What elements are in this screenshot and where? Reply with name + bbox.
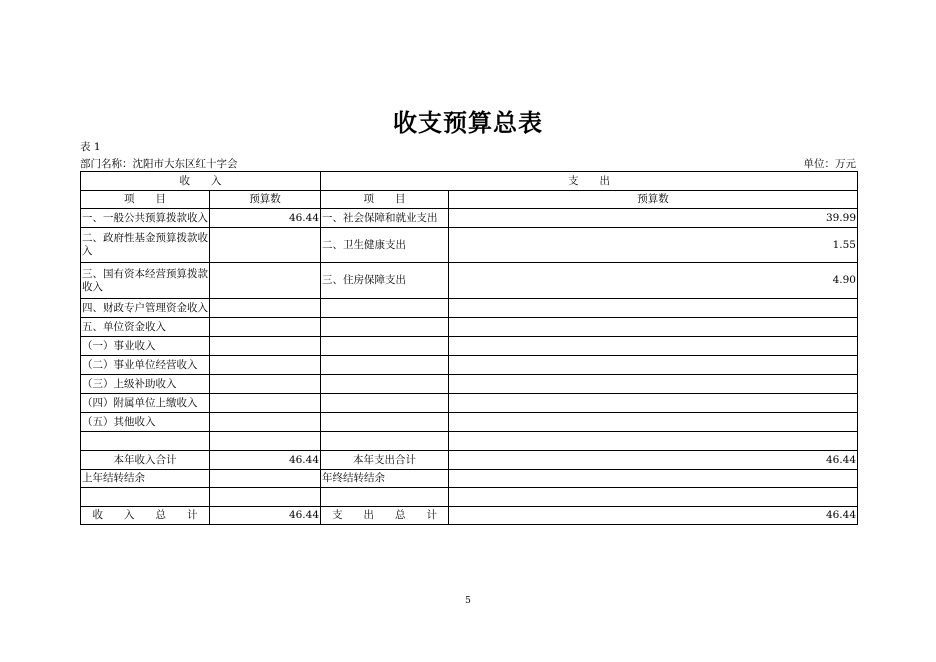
blank-cell	[81, 488, 210, 507]
table-subheader-row	[81, 191, 858, 209]
expense-item-cell: 二、卫生健康支出	[321, 228, 449, 263]
income-value-cell: 46.44	[210, 209, 321, 228]
expense-value-cell	[449, 318, 858, 337]
year-total-row	[81, 451, 858, 470]
expense-item-cell	[321, 356, 449, 375]
expense-item-cell: 一、社会保障和就业支出	[321, 209, 449, 228]
table-row	[81, 228, 858, 263]
income-value-cell	[210, 337, 321, 356]
expense-item-cell	[321, 432, 449, 451]
prior-year-carry-value	[210, 470, 321, 488]
income-item-cell: （二）事业单位经营收入	[81, 356, 210, 375]
income-item-cell: 五、单位资金收入	[81, 318, 210, 337]
blank-cell	[449, 488, 858, 507]
year-income-total-label: 本年收入合计	[81, 451, 210, 470]
income-value-cell	[210, 228, 321, 263]
income-item-cell: 四、财政专户管理资金收入	[81, 299, 210, 318]
income-item-cell: 三、国有资本经营预算拨款收入	[81, 263, 210, 299]
expense-item-cell	[321, 394, 449, 413]
expense-item-cell	[321, 375, 449, 394]
expense-value-cell: 39.99	[449, 209, 858, 228]
unit-label: 单位：万元	[803, 158, 856, 170]
expense-item-cell	[321, 413, 449, 432]
income-item-cell: 一、一般公共预算拨款收入	[81, 209, 210, 228]
expense-budget-header: 预算数	[449, 191, 858, 209]
income-header: 收 入	[81, 172, 321, 191]
income-item-cell	[81, 432, 210, 451]
income-item-cell: 二、政府性基金预算拨款收入	[81, 228, 210, 263]
table-row	[81, 356, 858, 375]
table-row	[81, 394, 858, 413]
prior-year-carry-label: 上年结转结余	[81, 470, 210, 488]
table-row	[81, 413, 858, 432]
year-expense-total-label: 本年支出合计	[321, 451, 449, 470]
year-end-carry-label: 年终结转结余	[321, 470, 449, 488]
table-row	[81, 432, 858, 451]
expense-value-cell	[449, 299, 858, 318]
grand-total-row	[81, 507, 858, 525]
income-item-cell: （五）其他收入	[81, 413, 210, 432]
income-budget-header: 预算数	[210, 191, 321, 209]
income-value-cell	[210, 318, 321, 337]
expense-value-cell	[449, 337, 858, 356]
expense-value-cell	[449, 356, 858, 375]
income-value-cell	[210, 299, 321, 318]
blank-cell	[321, 488, 449, 507]
expense-value-cell	[449, 413, 858, 432]
income-grand-total-value: 46.44	[210, 507, 321, 525]
year-expense-total-value: 46.44	[449, 451, 858, 470]
blank-row	[81, 488, 858, 507]
income-value-cell	[210, 432, 321, 451]
income-grand-total-label: 收 入 总 计	[81, 507, 210, 525]
expense-grand-total-label: 支 出 总 计	[321, 507, 449, 525]
table-number: 表 1	[80, 141, 101, 153]
expense-item-cell	[321, 318, 449, 337]
table-row	[81, 375, 858, 394]
expense-item-cell	[321, 299, 449, 318]
expense-value-cell: 4.90	[449, 263, 858, 299]
income-value-cell	[210, 263, 321, 299]
table-row	[81, 318, 858, 337]
income-item-cell: （四）附属单位上缴收入	[81, 394, 210, 413]
expense-value-cell	[449, 394, 858, 413]
expense-item-header: 项 目	[321, 191, 449, 209]
year-income-total-value: 46.44	[210, 451, 321, 470]
income-value-cell	[210, 413, 321, 432]
page-title: 收支预算总表	[393, 108, 543, 137]
table-row	[81, 337, 858, 356]
expense-item-cell: 三、住房保障支出	[321, 263, 449, 299]
carry-over-row	[81, 470, 858, 488]
year-end-carry-value	[449, 470, 858, 488]
department-name: 部门名称：沈阳市大东区红十字会	[80, 158, 238, 170]
income-item-cell: （一）事业收入	[81, 337, 210, 356]
blank-cell	[210, 488, 321, 507]
income-value-cell	[210, 394, 321, 413]
table-row	[81, 299, 858, 318]
page-number: 5	[465, 596, 471, 606]
expense-header: 支 出	[321, 172, 858, 191]
income-value-cell	[210, 375, 321, 394]
budget-summary-table	[80, 171, 858, 525]
expense-item-cell	[321, 337, 449, 356]
income-item-cell: （三）上级补助收入	[81, 375, 210, 394]
income-value-cell	[210, 356, 321, 375]
expense-value-cell	[449, 375, 858, 394]
table-header-row	[81, 172, 858, 191]
table-row	[81, 263, 858, 299]
expense-grand-total-value: 46.44	[449, 507, 858, 525]
income-item-header: 项 目	[81, 191, 210, 209]
expense-value-cell: 1.55	[449, 228, 858, 263]
table-row	[81, 209, 858, 228]
expense-value-cell	[449, 432, 858, 451]
